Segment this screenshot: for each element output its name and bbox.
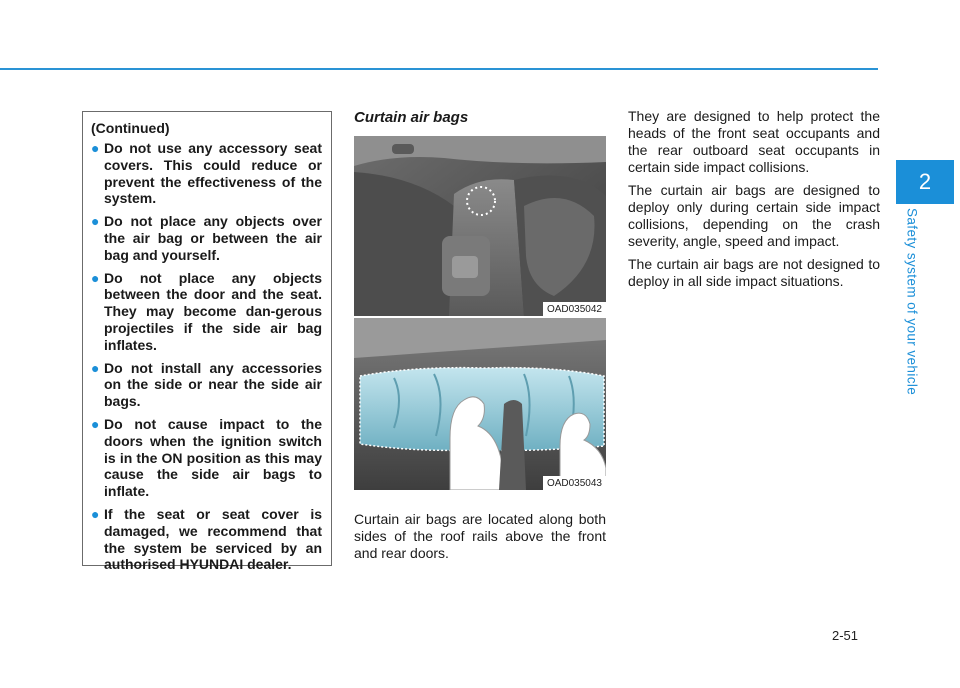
page-number: 2-51	[832, 628, 859, 643]
bullet-icon: ●	[91, 359, 100, 376]
warning-item	[91, 213, 322, 263]
warning-item-text: If the seat or seat cover is damaged, we recommend that the system be serviced by an authorised HYUNDAI dealer.	[104, 505, 322, 573]
bullet-icon: ●	[91, 213, 100, 230]
warning-item-text: Do not place any objects between the door and the seat. They may become dan-gerous projectiles if the side air bag inflates.	[104, 269, 322, 353]
figure-deployed	[354, 318, 606, 490]
bullet-icon: ●	[91, 415, 100, 432]
warning-item-text: Do not use any accessory seat covers. This could reduce or prevent the effectiveness of the system.	[104, 140, 322, 207]
section-title: Curtain air bags	[354, 109, 469, 126]
paragraph: They are designed to help protect the heads of the front seat occupants and the rear outboard seat occupants in certain side impact collisions.	[628, 108, 880, 175]
section-body: Curtain air bags are located along both sides of the roof rails above the front and rear doors.	[354, 511, 606, 561]
header-rule	[0, 68, 878, 70]
section-header	[354, 108, 606, 128]
bullet-icon: ●	[91, 505, 100, 522]
chapter-number: 2	[918, 169, 932, 194]
right-column	[628, 108, 880, 296]
figure-pillar	[354, 136, 606, 316]
warning-list	[91, 140, 322, 573]
chapter-tab	[896, 160, 954, 204]
warning-continued: (Continued)	[91, 120, 170, 136]
warning-item-text: Do not install any accessories on the side or near the side air bags.	[104, 359, 322, 410]
warning-box	[82, 111, 332, 573]
warning-item-text: Do not cause impact to the doors when the ignition switch is in the ON position as this may cause the side air bags to inflate.	[104, 415, 322, 500]
warning-item	[91, 416, 322, 500]
warning-item	[91, 270, 322, 354]
bullet-icon: ●	[91, 140, 100, 156]
paragraph: The curtain air bags are designed to deploy only during certain side impact collisions, depending on the crash severity, angle, speed and impact.	[628, 182, 880, 249]
pillar-illustration	[354, 136, 606, 316]
paragraph: The curtain air bags are not designed to deploy in all side impact situations.	[628, 256, 880, 289]
chapter-title: Safety system of your vehicle	[904, 208, 920, 396]
warning-item	[91, 360, 322, 410]
warning-item	[91, 506, 322, 573]
warning-item	[91, 140, 322, 207]
figure-code: OAD035042	[543, 302, 606, 316]
deployed-airbag-illustration	[354, 318, 606, 490]
bullet-icon: ●	[91, 269, 100, 286]
warning-item-text: Do not place any objects over the air bag or between the air bag and yourself.	[104, 213, 322, 263]
figure-code: OAD035043	[543, 476, 606, 490]
